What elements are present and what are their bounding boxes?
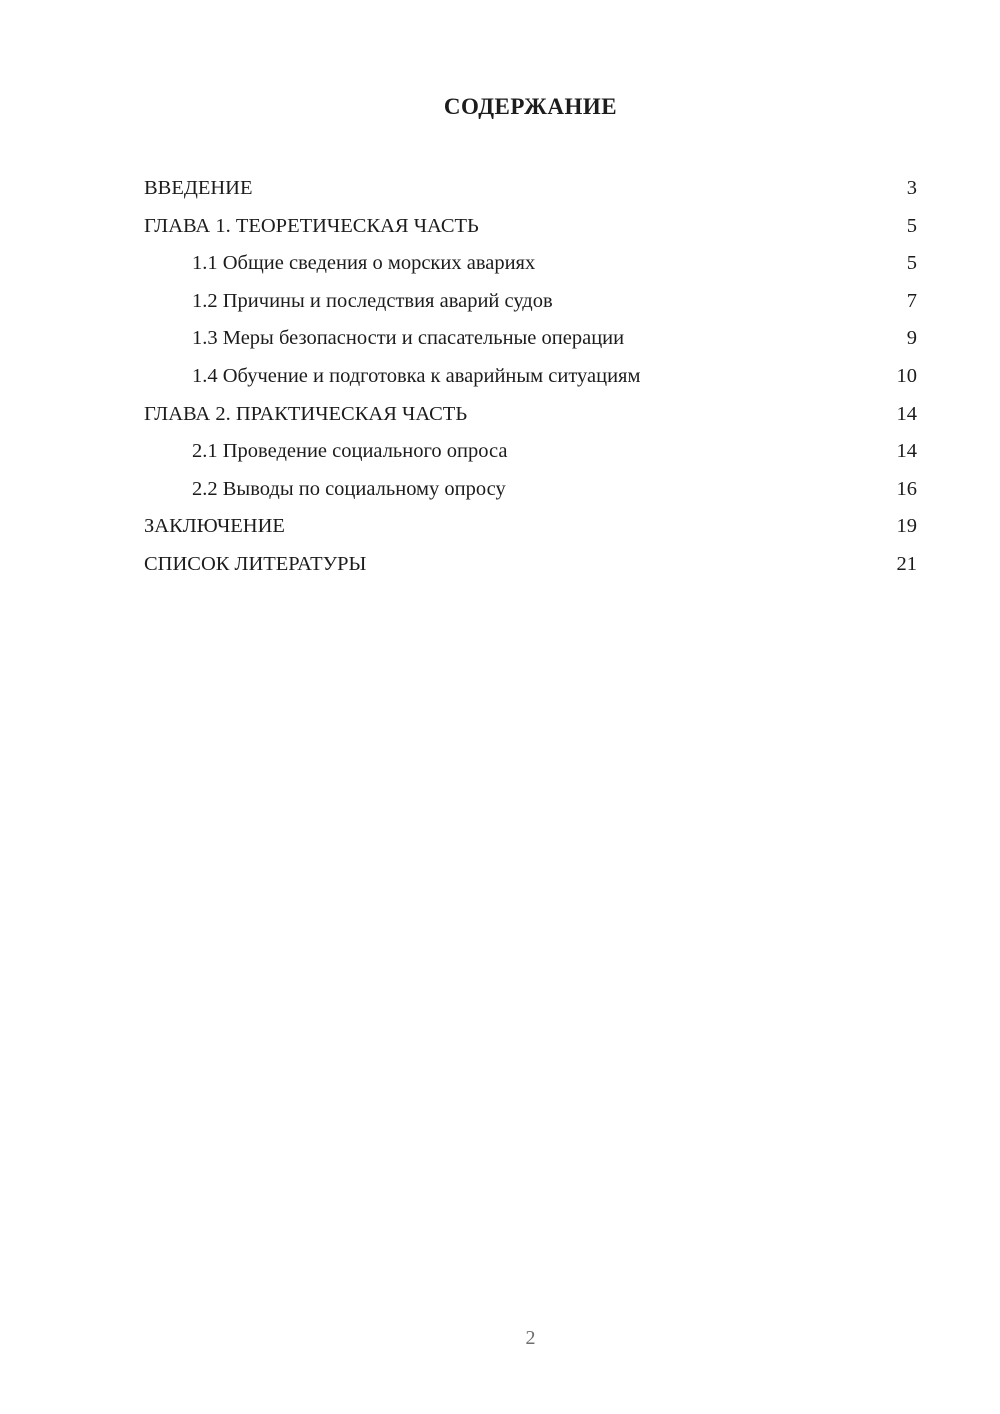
toc-row [144, 358, 917, 396]
toc-entry-page-number: 14 [896, 402, 917, 425]
toc-row [144, 283, 917, 321]
toc-entry-label: ГЛАВА 1. ТЕОРЕТИЧЕСКАЯ ЧАСТЬ [144, 214, 479, 237]
toc-row [144, 396, 917, 434]
toc-entry-label: ЗАКЛЮЧЕНИЕ [144, 515, 285, 538]
toc-row [144, 471, 917, 509]
toc-entry-page-number: 19 [896, 515, 917, 538]
toc-row [144, 208, 917, 246]
toc-entry-label: СПИСОК ЛИТЕРАТУРЫ [144, 552, 367, 575]
toc-entry-page-number: 16 [896, 477, 917, 500]
toc-entry-page-number: 7 [906, 289, 917, 312]
toc-entry-label: 1.1 Общие сведения о морских авариях [192, 252, 536, 275]
toc-entry-label: 2.1 Проведение социального опроса [192, 440, 508, 463]
toc-row [144, 546, 917, 584]
toc-row [144, 433, 917, 471]
toc-entry-page-number: 9 [906, 327, 917, 350]
toc-list [144, 170, 917, 584]
toc-entry-page-number: 21 [896, 552, 917, 575]
toc-entry-label: ГЛАВА 2. ПРАКТИЧЕСКАЯ ЧАСТЬ [144, 402, 468, 425]
toc-entry-page-number: 10 [896, 364, 917, 387]
page-title: СОДЕРЖАНИЕ [443, 94, 618, 119]
toc-row [144, 508, 917, 546]
toc-entry-label: 1.4 Обучение и подготовка к аварийным ситуациям [192, 364, 641, 387]
toc-entry-label: 1.2 Причины и последствия аварий судов [192, 289, 553, 312]
toc-entry-page-number: 5 [906, 214, 917, 237]
toc-entry-page-number: 14 [896, 440, 917, 463]
toc-entry-label: ВВЕДЕНИЕ [144, 177, 253, 199]
toc-entry-page-number: 5 [906, 252, 917, 275]
toc-row [144, 245, 917, 283]
toc-entry-page-number: 3 [906, 177, 917, 199]
toc-row [144, 320, 917, 358]
toc-entry-label: 1.3 Меры безопасности и спасательные операции [192, 327, 625, 350]
footer-page-number: 2 [525, 1327, 536, 1349]
toc-entry-label: 2.2 Выводы по социальному опросу [192, 477, 506, 500]
toc-row [144, 170, 917, 208]
